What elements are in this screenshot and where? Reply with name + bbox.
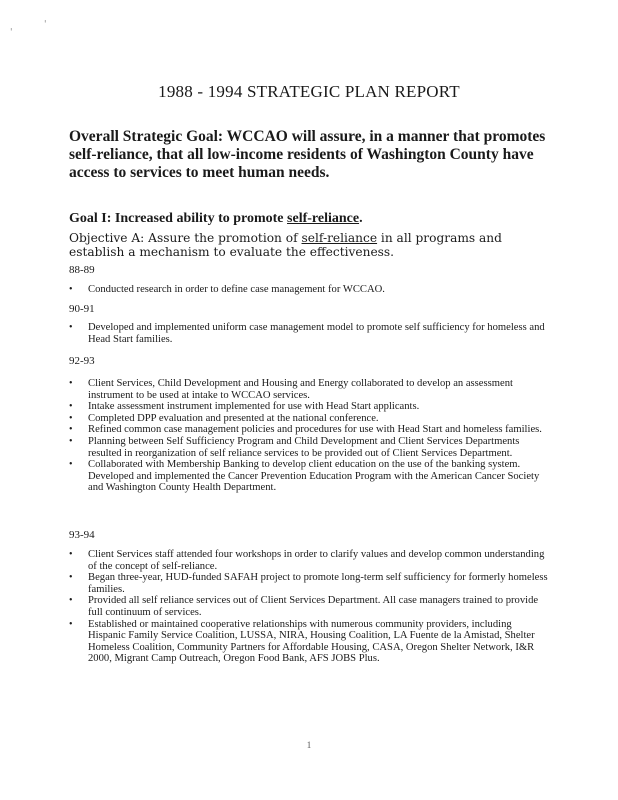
scan-speck: '	[10, 28, 13, 38]
list-item: • Developed and implemented uniform case management model to promote self sufficiency for homeless and Head Start families.	[69, 322, 549, 345]
year-heading: 90-91	[69, 303, 95, 315]
list-item: • Intake assessment instrument implemented for use with Head Start applicants.	[69, 401, 549, 413]
list-item: • Began three-year, HUD-funded SAFAH project to promote long-term self sufficiency for formerly homeless families.	[69, 572, 549, 595]
list-item: • Collaborated with Membership Banking to develop client education on the use of the banking system. Developed and implemented the Cancer Prevention Education Program with the American Cancer Society and Washington County Health Department.	[69, 459, 549, 494]
objective-prefix: Objective A: Assure the promotion of	[69, 231, 302, 245]
overall-strategic-goal: Overall Strategic Goal: WCCAO will assure, in a manner that promotes self-reliance, that all low-income residents of Washington County have access to services to meet human needs.	[69, 128, 546, 181]
list-item: • Client Services staff attended four workshops in order to clarify values and develop common understanding of the concept of self-reliance.	[69, 549, 549, 572]
bullet-list	[69, 322, 549, 345]
objective-text	[69, 231, 549, 259]
year-heading: 88-89	[69, 264, 95, 276]
page-title: 1988 - 1994 STRATEGIC PLAN REPORT	[158, 82, 460, 101]
list-item: • Completed DPP evaluation and presented at the national conference.	[69, 413, 549, 425]
list-item: • Provided all self reliance services out of Client Services Department. All case managers trained to provide full continuum of services.	[69, 595, 549, 618]
list-item: • Established or maintained cooperative relationships with numerous community providers, including Hispanic Family Service Coalition, LUSSA, NIRA, Housing Coalition, LA Fuente de la Amistad, Shelter Homeless Coalition, Community Partners for Affordable Housing, CASA, Oregon Shelter Network, I&R 2000, Migrant Camp Outreach, Oregon Food Bank, AFS JOBS Plus.	[69, 619, 549, 665]
bullet-list	[69, 378, 549, 494]
bullet-list	[69, 549, 549, 665]
goal-underlined: self-reliance	[287, 211, 360, 226]
year-heading: 93-94	[69, 529, 95, 541]
list-item: • Conducted research in order to define case management for WCCAO.	[69, 284, 549, 296]
goal-suffix: .	[359, 211, 363, 226]
bullet-list	[69, 284, 549, 296]
list-item: • Planning between Self Sufficiency Program and Child Development and Client Services Departments resulted in reorganization of self reliance services to be provided out of Client Services Department.	[69, 436, 549, 459]
scan-speck: '	[44, 20, 47, 30]
objective-suffix: in all programs and establish a mechanism to evaluate the effectiveness.	[69, 231, 502, 259]
list-item: • Refined common case management policies and procedures for use with Head Start and homeless families.	[69, 424, 549, 436]
list-item: • Client Services, Child Development and Housing and Energy collaborated to develop an assessment instrument to be used at intake to WCCAO services.	[69, 378, 549, 401]
goal-heading	[69, 211, 559, 227]
page-number: 1	[306, 740, 312, 750]
year-heading: 92-93	[69, 355, 95, 367]
objective-underlined: self-reliance	[301, 231, 378, 245]
goal-prefix: Goal I: Increased ability to promote	[69, 211, 288, 226]
